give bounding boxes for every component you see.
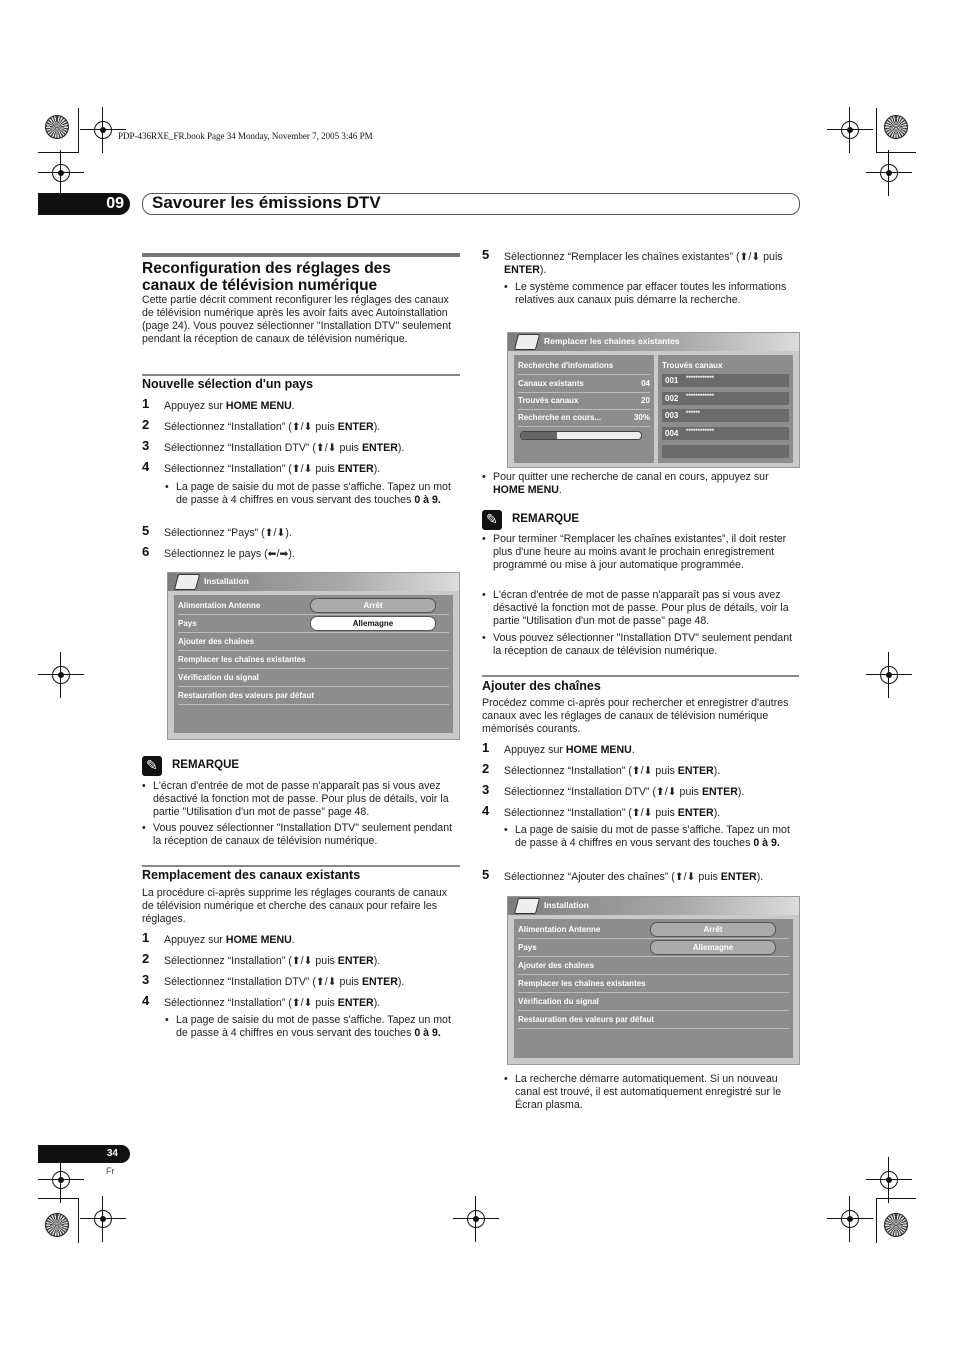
menu-title: Remplacer les chaînes existantes xyxy=(544,336,680,346)
found-channel: 002 ************ xyxy=(662,392,789,405)
registration-dial xyxy=(45,115,69,139)
note-item: • Vous pouvez sélectionner "Installation DTV" seulement pendant la réception de canaux de télévision numérique. xyxy=(493,632,798,658)
crop-mark xyxy=(78,108,79,153)
chapter-title: Savourer les émissions DTV xyxy=(152,193,381,212)
registration-dial xyxy=(884,115,908,139)
note-item: • L'écran d'entrée de mot de passe n'apparaît pas si vous avez désactivé la fonction mot de passe. Pour plus de détails, voir la partie "Utilisation d'un mot de passe" page 48. xyxy=(493,589,798,628)
note-item: • Vous pouvez sélectionner "Installation DTV" seulement pendant la réception de canaux de télévision numérique. xyxy=(153,822,458,848)
crosshair-mark xyxy=(837,1206,863,1232)
registration-dial xyxy=(884,1213,908,1237)
found-channel: 004 ************ xyxy=(662,427,789,440)
channel-search-screen: Remplacer les chaînes existantes Recherche d'infomations Canaux existants 04 Trouvés canaux 20 Recherche en cours... 30% Trouvés canaux 001 ************ 002 ************ 003 ****** 004 ************ xyxy=(507,332,800,468)
print-meta: PDP-436RXE_FR.book Page 34 Monday, November 7, 2005 3:46 PM xyxy=(118,131,373,141)
subsection-rule xyxy=(482,675,799,677)
step-5-text: Sélectionnez “Remplacer les chaînes existantes” (⬆/⬇ puis ENTER). xyxy=(504,251,783,276)
installation-menu-screen: Installation Alimentation Antenne Pays Ajouter des chaînes Remplacer les chaînes existantes Vérification du signal Restauration des valeurs par défaut Arrêt Allemagne xyxy=(507,896,800,1065)
subsection-rule xyxy=(142,374,460,376)
crosshair-mark xyxy=(837,117,863,143)
crop-mark xyxy=(876,1198,916,1199)
page-number: 34 xyxy=(106,1148,118,1159)
crop-mark xyxy=(38,1198,78,1199)
found-channel: 001 ************ xyxy=(662,374,789,387)
final-note: • La recherche démarre automatiquement. Si un nouveau canal est trouvé, il est automatiquement enregistré sur le Écran plasma. xyxy=(515,1073,800,1112)
menu-title: Installation xyxy=(204,576,249,586)
note-heading: REMARQUE xyxy=(512,513,580,525)
section-rule xyxy=(142,253,460,257)
chapter-number: 09 xyxy=(106,195,124,212)
language-code: Fr xyxy=(106,1166,115,1176)
crop-mark xyxy=(876,152,916,153)
page-number-tab xyxy=(38,1145,130,1163)
note-item: • Pour terminer “Remplacer les chaînes existantes”, il doit rester plus d'une heure au moins avant le prochain enregistrement programmé ou mise à jour automatique programmée. xyxy=(493,533,798,572)
quit-note: • Pour quitter une recherche de canal en cours, appuyez sur HOME MENU. xyxy=(493,471,798,497)
crosshair-mark xyxy=(90,117,116,143)
section-intro: Cette partie décrit comment reconfigurer les réglages des canaux de télévision numérique après les avoir faits avec Autoinstallation (page 24). Vous pouvez sélectionner "Installation DTV" seulement pendant la réception de canaux de télévision numérique. xyxy=(142,294,452,345)
found-channel: 003 ****** xyxy=(662,409,789,422)
tv-menu-icon xyxy=(174,574,200,590)
crosshair-mark xyxy=(48,160,74,186)
step-4-detail: • La page de saisie du mot de passe s'affiche. Tapez un mot de passe à 4 chiffres en vous servant des touches 0 à 9. xyxy=(515,824,795,850)
tv-menu-icon xyxy=(514,334,540,350)
note-heading: REMARQUE xyxy=(172,759,240,771)
section-title: Reconfiguration des réglages des canaux de télévision numérique xyxy=(142,260,391,294)
crosshair-mark xyxy=(48,662,74,688)
step-5-detail: • Le système commence par effacer toutes les informations relatives aux canaux puis démarre la recherche. xyxy=(515,281,795,307)
crosshair-mark xyxy=(876,662,902,688)
note-icon xyxy=(482,510,502,530)
subsection-intro: Procédez comme ci-après pour rechercher et enregistrer d'autres canaux avec les réglages de canaux de télévision numérique mémorisés courants. xyxy=(482,697,789,735)
crop-mark xyxy=(38,152,78,153)
registration-dial xyxy=(45,1213,69,1237)
menu-title: Installation xyxy=(544,900,589,910)
subsection-rule xyxy=(142,865,460,867)
step-4-detail: • La page de saisie du mot de passe s'affiche. Tapez un mot de passe à 4 chiffres en vous servant des touches 0 à 9. xyxy=(176,481,456,507)
subsection-intro: La procédure ci-après supprime les réglages courants de canaux de télévision numérique et cherche des canaux pour refaire les réglages. xyxy=(142,887,448,925)
tv-menu-icon xyxy=(514,898,540,914)
antenna-value: Arrêt xyxy=(650,922,776,937)
installation-menu-screen: Installation Alimentation Antenne Pays Ajouter des chaînes Remplacer les chaînes existantes Vérification du signal Restauration des valeurs par défaut Arrêt Allemagne xyxy=(167,572,460,740)
crosshair-mark xyxy=(90,1206,116,1232)
crop-mark xyxy=(876,1198,877,1243)
note-item: • L'écran d'entrée de mot de passe n'apparaît pas si vous avez désactivé la fonction mot de passe. Pour plus de détails, voir la partie "Utilisation d'un mot de passe" page 48. xyxy=(153,780,458,819)
subsection-heading: Nouvelle sélection d'un pays xyxy=(142,377,314,391)
crop-mark xyxy=(876,108,877,153)
note-icon xyxy=(142,756,162,776)
country-value: Allemagne xyxy=(650,940,776,955)
crop-mark xyxy=(78,1198,79,1243)
country-value: Allemagne xyxy=(310,616,436,631)
search-progress-bar xyxy=(520,431,642,440)
crosshair-mark xyxy=(876,160,902,186)
crosshair-mark xyxy=(876,1167,902,1193)
antenna-value: Arrêt xyxy=(310,598,436,613)
found-channel-empty xyxy=(662,445,789,458)
subsection-heading: Remplacement des canaux existants xyxy=(142,868,361,882)
step-4-detail: • La page de saisie du mot de passe s'affiche. Tapez un mot de passe à 4 chiffres en vous servant des touches 0 à 9. xyxy=(176,1014,456,1040)
chapter-number-tab xyxy=(38,193,130,215)
subsection-heading: Ajouter des chaînes xyxy=(482,679,601,693)
crosshair-mark xyxy=(48,1167,74,1193)
crosshair-mark xyxy=(463,1206,489,1232)
